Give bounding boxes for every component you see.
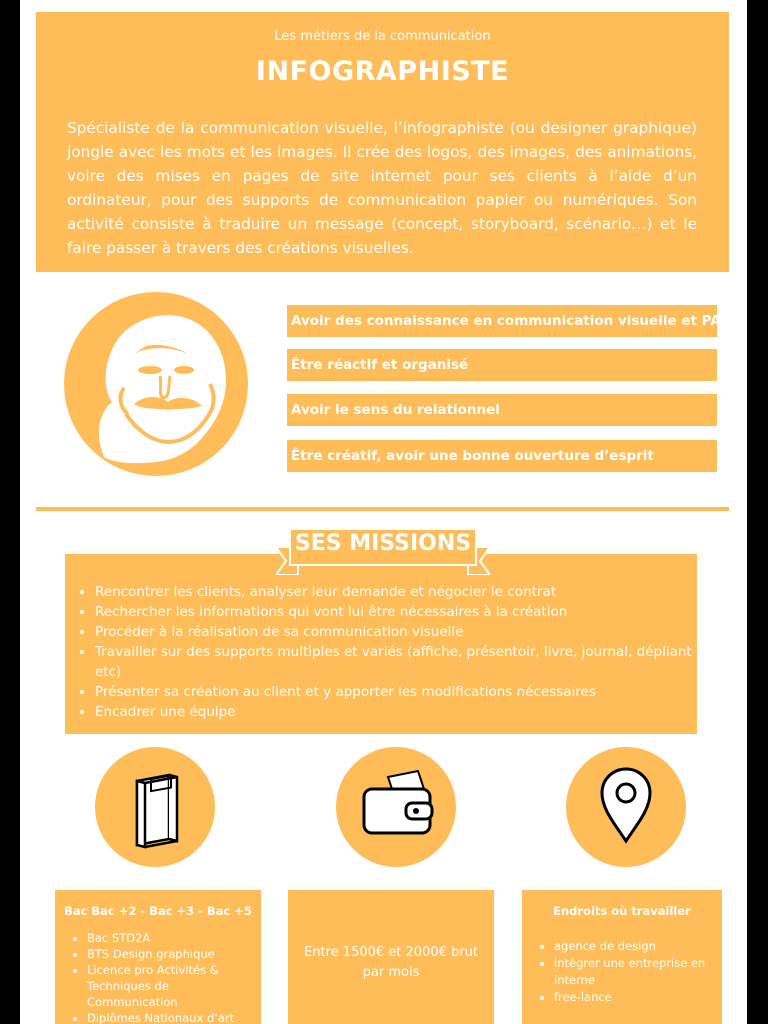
- missions-block: [65, 554, 697, 734]
- studies-circle: [95, 747, 215, 867]
- workplaces-box: [522, 890, 722, 1024]
- mission-item: • Travailler sur des supports multiples et variés (affiche, présentoir, livre, journal, dépliant etc): [95, 642, 695, 682]
- studies-list: [55, 930, 261, 1024]
- studies-box: [55, 890, 261, 1024]
- page-title: INFOGRAPHISTE: [255, 56, 510, 87]
- studies-heading: Bac Bac +2 - Bac +3 - Bac +5: [64, 904, 252, 918]
- mission-item: • Présenter sa création au client et y apporter les modifications nécessaires: [95, 682, 695, 702]
- workplace-item: • free-lance: [554, 989, 722, 1006]
- salary-box: [288, 890, 494, 1024]
- section-divider: [36, 507, 729, 511]
- mission-item: • Encadrer une équipe: [95, 702, 695, 722]
- missions-title: SES MISSIONS: [294, 531, 472, 556]
- wallet-icon: [336, 747, 456, 867]
- job-description: Spécialiste de la communication visuelle, l’infographiste (ou designer graphique) jongle avec les mots et les images. Il crée des logos, des images, des animations, voire des mises en pages de site internet pour ses clients à l’aide d’un ordinateur, pour des supports de communication papier ou numériques. Son activité consiste à traduire un message (concept, storyboard, scénario…) et le faire passer à travers des créations visuelles.: [67, 119, 697, 257]
- header-block: [36, 12, 729, 272]
- bearded-face-icon: [64, 292, 248, 476]
- salary-text: Entre 1500€ et 2000€ brut par mois: [304, 945, 478, 980]
- studies-item: • BTS Design graphique: [87, 946, 261, 962]
- workplace-circle: [566, 747, 686, 867]
- mission-item: • Procéder à la réalisation de sa communication visuelle: [95, 622, 695, 642]
- skill-item: Être réactif et organisé: [287, 349, 717, 381]
- book-icon: [95, 747, 215, 867]
- studies-item: • Licence pro Activités & Techniques de Communication: [87, 962, 261, 1010]
- portrait-illustration: [64, 292, 248, 476]
- studies-item: • Bac STD2A: [87, 930, 261, 946]
- workplaces-heading: Endroits où travailler: [553, 904, 691, 918]
- location-pin-icon: [566, 747, 686, 867]
- workplaces-list: [522, 938, 722, 1006]
- header-kicker: Les métiers de la communication: [274, 29, 491, 44]
- mission-item: • Rechercher les informations qui vont lui être nécessaires à la création: [95, 602, 695, 622]
- skill-item: Avoir des connaissance en communication visuelle et PAO: [287, 305, 717, 337]
- salary-circle: [336, 747, 456, 867]
- workplace-item: • intégrer une entreprise en interne: [554, 955, 722, 989]
- mission-item: • Rencontrer les clients, analyser leur demande et négocier le contrat: [95, 582, 695, 602]
- skill-item: Être créatif, avoir une bonne ouverture d’esprit: [287, 440, 717, 472]
- skill-item: Avoir le sens du relationnel: [287, 394, 717, 426]
- studies-item: • Diplômes Nationaux d’art: [87, 1010, 261, 1024]
- infographic-page: [20, 0, 747, 1024]
- missions-list: [65, 582, 695, 722]
- workplace-item: • agence de design: [554, 938, 722, 955]
